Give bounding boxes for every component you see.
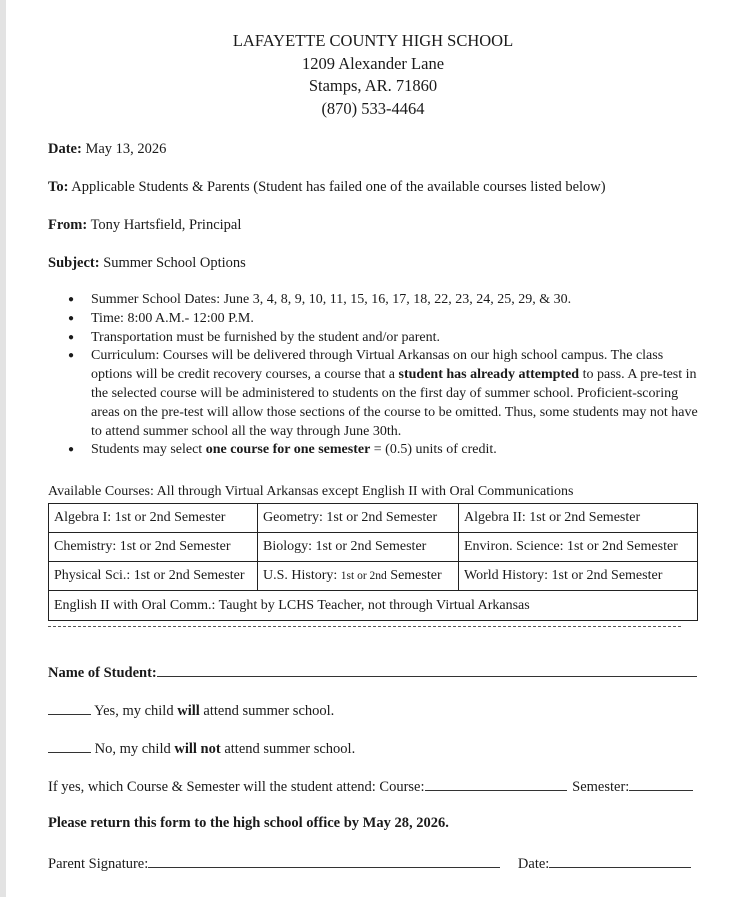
memo-subject xyxy=(48,255,246,272)
student-name-label: Name of Student: xyxy=(48,665,157,681)
bullet-dates: ● Summer School Dates: June 3, 4, 8, 9, 10, 11, 15, 16, 17, 18, 22, 23, 24, 25, 29, & 30. xyxy=(48,291,698,310)
curriculum-text-b: to pass. A pre-test in the selected course will be administered to students on the first day of summer school. Proficient-scoring areas on the pre-test will allow those sections of the course to be omitted. Thus, some students may not have to attend summer school all the way through June 30th. xyxy=(91,367,698,439)
us-history-name: U.S. History: xyxy=(263,568,338,583)
signature-date-label: Date: xyxy=(517,856,550,872)
signature-date-blank[interactable] xyxy=(549,853,691,868)
yes-text-a: Yes, my child xyxy=(94,703,174,719)
school-street: 1209 Alexander Lane xyxy=(301,53,445,73)
school-name: LAFAYETTE COUNTY HIGH SCHOOL xyxy=(232,31,514,50)
bullet-transportation: ● Transportation must be furnished by the student and/or parent. xyxy=(48,329,698,348)
course-cell-us-history xyxy=(258,562,459,591)
table-row xyxy=(49,562,698,591)
bullet-course-selection xyxy=(48,441,698,460)
summer-school-details xyxy=(48,291,698,460)
course-cell-environ-science: Environ. Science: 1st or 2nd Semester xyxy=(459,533,698,562)
parent-signature-line xyxy=(48,853,691,873)
no-bold: will not xyxy=(174,741,221,757)
us-history-semester-word: Semester xyxy=(390,568,442,583)
curriculum-bold: student has already attempted xyxy=(398,367,580,383)
school-city: Stamps, AR. 71860 xyxy=(308,76,438,95)
return-note-text: Please return this form to the high school office by May 28, 2026. xyxy=(48,815,449,831)
memo-from-value: Tony Hartsfield, Principal xyxy=(90,217,242,233)
table-row xyxy=(49,533,698,562)
select-bold: one course for one semester xyxy=(205,442,371,458)
course-cell-geometry: Geometry: 1st or 2nd Semester xyxy=(258,504,459,533)
memo-to-value: Applicable Students & Parents (Student has failed one of the available courses listed below) xyxy=(71,179,606,195)
student-name-blank[interactable] xyxy=(157,662,697,677)
memo-subject-label: Subject: xyxy=(48,255,100,271)
yes-bold: will xyxy=(177,703,200,719)
memo-date-label: Date: xyxy=(48,141,82,157)
course-cell-world-history: World History: 1st or 2nd Semester xyxy=(459,562,698,591)
courses-caption: Available Courses: All through Virtual Arkansas except English II with Oral Communications xyxy=(48,484,574,499)
bullet-curriculum xyxy=(48,347,698,441)
available-courses-table xyxy=(48,503,698,621)
select-text-b: = (0.5) units of credit. xyxy=(373,442,497,458)
curriculum-text-a: Curriculum: Courses will be delivered through Virtual Arkansas on our high school campus. The class options will be credit recovery courses, a course that a xyxy=(91,348,664,383)
course-cell-physical-science: Physical Sci.: 1st or 2nd Semester xyxy=(49,562,258,591)
course-semester-line xyxy=(48,776,693,796)
letterhead xyxy=(48,30,698,120)
table-row xyxy=(49,591,698,621)
no-attend-line xyxy=(48,738,355,758)
course-cell-chemistry: Chemistry: 1st or 2nd Semester xyxy=(49,533,258,562)
yes-checkbox-blank[interactable] xyxy=(48,700,91,715)
yes-attend-line xyxy=(48,700,334,720)
course-cell-biology: Biology: 1st or 2nd Semester xyxy=(258,533,459,562)
course-cell-english: English II with Oral Comm.: Taught by LCHS Teacher, not through Virtual Arkansas xyxy=(49,591,698,621)
school-phone: (870) 533-4464 xyxy=(321,98,425,118)
semester-blank[interactable] xyxy=(629,776,693,791)
parent-signature-label: Parent Signature: xyxy=(48,856,149,872)
course-question: If yes, which Course & Semester will the student attend: Course: xyxy=(48,779,425,795)
return-note xyxy=(48,815,449,832)
no-checkbox-blank[interactable] xyxy=(48,738,91,753)
memo-from xyxy=(48,217,241,234)
us-history-semesters: 1st or 2nd xyxy=(340,570,387,582)
no-text-b: attend summer school. xyxy=(224,741,356,757)
parent-signature-blank[interactable] xyxy=(148,853,500,868)
bullet-time: ● Time: 8:00 A.M.- 12:00 P.M. xyxy=(48,310,698,329)
viewer-left-edge xyxy=(0,0,6,897)
course-blank[interactable] xyxy=(425,776,567,791)
memo-from-label: From: xyxy=(48,217,88,233)
memo-subject-value: Summer School Options xyxy=(103,255,246,271)
table-row xyxy=(49,504,698,533)
course-cell-algebra2: Algebra II: 1st or 2nd Semester xyxy=(459,504,698,533)
course-cell-algebra1: Algebra I: 1st or 2nd Semester xyxy=(49,504,258,533)
memo-date-value: May 13, 2026 xyxy=(85,141,167,157)
select-text-a: Students may select xyxy=(91,442,203,458)
memo-to-label: To: xyxy=(48,179,69,195)
no-text-a: No, my child xyxy=(94,741,171,757)
cut-line-divider xyxy=(48,626,681,627)
semester-label: Semester: xyxy=(572,779,630,795)
student-name-line xyxy=(48,662,697,682)
memo-to xyxy=(48,179,606,196)
yes-text-b: attend summer school. xyxy=(203,703,335,719)
memo-date xyxy=(48,141,166,158)
